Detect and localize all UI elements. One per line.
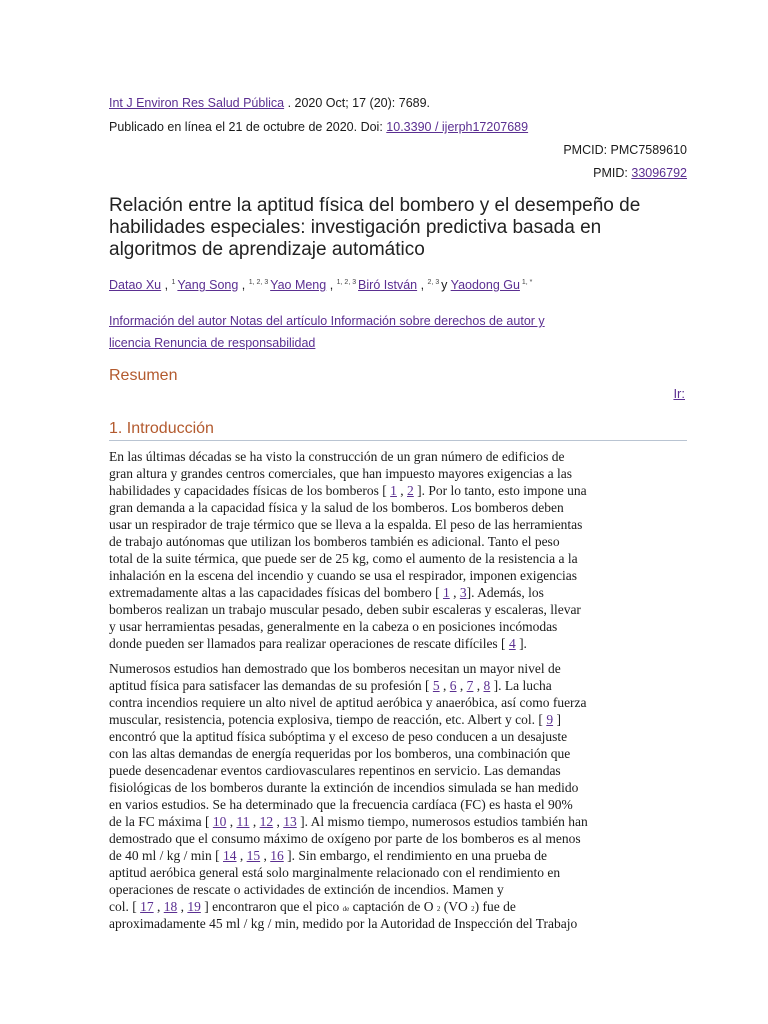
- reference-link[interactable]: 4: [508, 636, 516, 651]
- text-line: [109, 830, 659, 847]
- body-text: ,: [456, 678, 467, 693]
- author-link[interactable]: Datao Xu: [109, 278, 162, 292]
- journal-link[interactable]: Int J Environ Res Salud Pública: [109, 96, 285, 110]
- body-text: puede desencadenar eventos cardiovasculares repentinos en servicio. Las demandas: [109, 763, 561, 778]
- reference-link[interactable]: 6: [449, 678, 457, 693]
- text-line: [109, 898, 659, 915]
- body-text: ) fue de: [474, 899, 516, 914]
- body-text: ]. Por lo tanto, esto impone una: [413, 483, 587, 498]
- text-line: [109, 635, 659, 652]
- pmid-label: PMID:: [593, 166, 632, 180]
- introduction-paragraph-2: [109, 660, 659, 932]
- subscript-text: 2: [471, 905, 475, 913]
- text-line: [109, 584, 659, 601]
- article-info-links-line-1: [109, 314, 545, 328]
- text-line: [109, 618, 659, 635]
- body-text: de la FC máxima [: [109, 814, 213, 829]
- affiliation-marker: 1, 2, 3: [336, 278, 359, 286]
- reference-link[interactable]: 15: [246, 848, 261, 863]
- body-text: ,: [449, 585, 460, 600]
- body-text: gran demanda a la capacidad física y la salud de los bomberos. Los bomberos deben: [109, 500, 564, 515]
- body-text: ,: [249, 814, 260, 829]
- reference-link[interactable]: 10: [212, 814, 227, 829]
- reference-link[interactable]: 1: [390, 483, 397, 498]
- body-text: ,: [226, 814, 237, 829]
- body-text: ]. Sin embargo, el rendimiento en una prueba de: [283, 848, 548, 863]
- text-line: [109, 448, 659, 465]
- body-text: ,: [439, 678, 450, 693]
- body-text: aproximadamente 45 ml / kg / min, medido por la Autoridad de Inspección del Trabajo: [109, 916, 578, 931]
- author-list: [109, 278, 532, 292]
- abstract-heading[interactable]: Resumen: [109, 367, 178, 384]
- text-line: [109, 847, 659, 864]
- body-text: aptitud física para satisfacer las demandas de su profesión [: [109, 678, 433, 693]
- text-line: [109, 465, 659, 482]
- text-line: [109, 796, 659, 813]
- body-text: ,: [177, 899, 188, 914]
- text-line: [109, 482, 659, 499]
- body-text: col. [: [109, 899, 141, 914]
- publication-prefix: Publicado en línea el 21 de octubre de 2020. Doi:: [109, 120, 387, 134]
- body-text: donde pueden ser llamados para realizar operaciones de rescate difíciles [: [109, 636, 509, 651]
- body-text: total de la suite térmica, que puede ser de 25 kg, como el aumento de la resistencia a la: [109, 551, 578, 566]
- body-text: de 40 ml / kg / min [: [109, 848, 223, 863]
- affiliation-marker: 2, 3: [427, 278, 442, 286]
- article-title: Relación entre la aptitud física del bombero y el desempeño de habilidades especiales: investigación predictiva basada en algoritmos de aprendizaje automático: [109, 195, 641, 260]
- reference-link[interactable]: 14: [223, 848, 237, 863]
- body-text: muscular, resistencia, potencia explosiva, tiempo de reacción, etc. Albert y col. [: [109, 712, 547, 727]
- author-link[interactable]: Yang Song: [177, 278, 239, 292]
- body-text: (VO: [440, 899, 472, 914]
- body-text: En las últimas décadas se ha visto la construcción de un gran número de edificios de: [109, 449, 565, 464]
- reference-link[interactable]: 3: [459, 585, 467, 600]
- text-line: [109, 516, 659, 533]
- body-text: captación de O: [349, 899, 437, 914]
- body-text: operaciones de rescate o actividades de extinción de incendios. Mamen y: [109, 882, 504, 897]
- body-text: habilidades y capacidades físicas de los bomberos [: [109, 483, 391, 498]
- pmid-link[interactable]: 33096792: [631, 166, 687, 180]
- body-text: bomberos realizan un trabajo muscular pesado, deben subir escaleras y escaleras, llevar: [109, 602, 581, 617]
- text-line: [109, 915, 659, 932]
- reference-link[interactable]: 19: [187, 899, 201, 914]
- text-line: [109, 881, 659, 898]
- affiliation-marker: 1: [171, 278, 178, 286]
- body-text: con las altas demandas de energía requeridas por los bomberos, una combinación que: [109, 746, 571, 761]
- introduction-heading: 1. Introducción: [109, 420, 214, 437]
- subscript-text: 2: [436, 905, 441, 913]
- reference-link[interactable]: 2: [407, 483, 414, 498]
- subscript-text: de: [342, 905, 350, 913]
- reference-link[interactable]: 18: [163, 899, 178, 914]
- text-line: [109, 864, 659, 881]
- body-text: en varios estudios. Se ha determinado que la frecuencia cardíaca (FC) es hasta el 90%: [109, 797, 573, 812]
- body-text: y usar herramientas pesadas, generalmente en la cabeza o en posiciones incómodas: [109, 619, 558, 634]
- body-text: ,: [273, 814, 284, 829]
- reference-link[interactable]: 12: [259, 814, 274, 829]
- author-link[interactable]: Yaodong Gu: [450, 278, 520, 292]
- reference-link[interactable]: 17: [140, 899, 154, 914]
- text-line: [109, 762, 659, 779]
- affiliation-marker: 1, 2, 3: [248, 278, 271, 286]
- body-text: demostrado que el consumo máximo de oxígeno por parte de los bomberos es al menos: [109, 831, 581, 846]
- body-text: extremadamente altas a las capacidades físicas del bombero [: [109, 585, 443, 600]
- author-conjunction: y: [441, 278, 451, 292]
- text-line: [109, 550, 659, 567]
- text-line: [109, 728, 659, 745]
- reference-link[interactable]: 9: [546, 712, 554, 727]
- reference-link[interactable]: 16: [270, 848, 284, 863]
- body-text: usar un respirador de traje térmico que se lleva a la espalda. El peso de las herramientas: [109, 517, 583, 532]
- section-divider: [109, 440, 687, 441]
- affiliation-marker: 1, *: [519, 278, 533, 286]
- reference-link[interactable]: 5: [432, 678, 440, 693]
- reference-link[interactable]: 7: [466, 678, 474, 693]
- body-text: contra incendios requiere un alto nivel de aptitud aeróbica y anaeróbica, así como fuerza: [109, 695, 587, 710]
- body-text: ]. Además, los: [466, 585, 544, 600]
- disclaimer-link[interactable]: licencia Renuncia de responsabilidad: [109, 336, 316, 350]
- reference-link[interactable]: 1: [442, 585, 450, 600]
- author-link[interactable]: Yao Meng: [270, 278, 327, 292]
- author-separator: ,: [326, 278, 337, 292]
- author-link[interactable]: Biró István: [358, 278, 418, 292]
- body-text: de trabajo autónomas que utilizan los bomberos también es adicional. Tanto el peso: [109, 534, 560, 549]
- text-line: [109, 813, 659, 830]
- text-line: [109, 499, 659, 516]
- reference-link[interactable]: 8: [483, 678, 491, 693]
- body-text: ,: [236, 848, 247, 863]
- author-separator: ,: [238, 278, 249, 292]
- text-line: [109, 533, 659, 550]
- text-line: [109, 601, 659, 618]
- introduction-paragraph-1: [109, 448, 659, 652]
- text-line: [109, 711, 659, 728]
- goto-link[interactable]: Ir:: [673, 386, 685, 401]
- pmid-line: [593, 166, 687, 180]
- text-line: [109, 677, 659, 694]
- body-text: ,: [260, 848, 271, 863]
- text-line: [109, 567, 659, 584]
- text-line: [109, 660, 659, 677]
- citation-details: . 2020 Oct; 17 (20): 7689.: [284, 96, 431, 110]
- body-text: inhalación en la escena del incendio y cuando se usa el respirador, imponen exigencias: [109, 568, 578, 583]
- body-text: encontró que la aptitud física subóptima y el exceso de peso conducen a un desajuste: [109, 729, 568, 744]
- pmcid-line: PMCID: PMC7589610: [563, 143, 687, 157]
- body-text: ] encontraron que el pico: [200, 899, 343, 914]
- doi-link[interactable]: 10.3390 / ijerph17207689: [386, 120, 529, 134]
- body-text: ,: [473, 678, 484, 693]
- author-info-link[interactable]: Información del autor Notas del artículo Información sobre derechos de autor y: [109, 314, 545, 328]
- body-text: ].: [515, 636, 527, 651]
- body-text: ]. La lucha: [490, 678, 552, 693]
- body-text: fisiológicas de los bomberos durante la extinción de incendios simulada se han medido: [109, 780, 579, 795]
- body-text: ]. Al mismo tiempo, numerosos estudios también han: [296, 814, 588, 829]
- body-text: ,: [153, 899, 164, 914]
- article-info-links-line-2: [109, 336, 315, 350]
- author-separator: ,: [417, 278, 428, 292]
- text-line: [109, 745, 659, 762]
- citation-line: [109, 96, 430, 110]
- body-text: aptitud aeróbica general está solo marginalmente relacionado con el rendimiento en: [109, 865, 561, 880]
- reference-link[interactable]: 13: [283, 814, 297, 829]
- publication-line: [109, 120, 528, 134]
- body-text: Numerosos estudios han demostrado que los bomberos necesitan un mayor nivel de: [109, 661, 561, 676]
- body-text: gran altura y grandes centros comerciales, que han impuesto mayores exigencias a las: [109, 466, 572, 481]
- text-line: [109, 779, 659, 796]
- reference-link[interactable]: 11: [236, 814, 250, 829]
- text-line: [109, 694, 659, 711]
- body-text: ,: [396, 483, 408, 498]
- author-separator: ,: [161, 278, 172, 292]
- body-text: ]: [553, 712, 561, 727]
